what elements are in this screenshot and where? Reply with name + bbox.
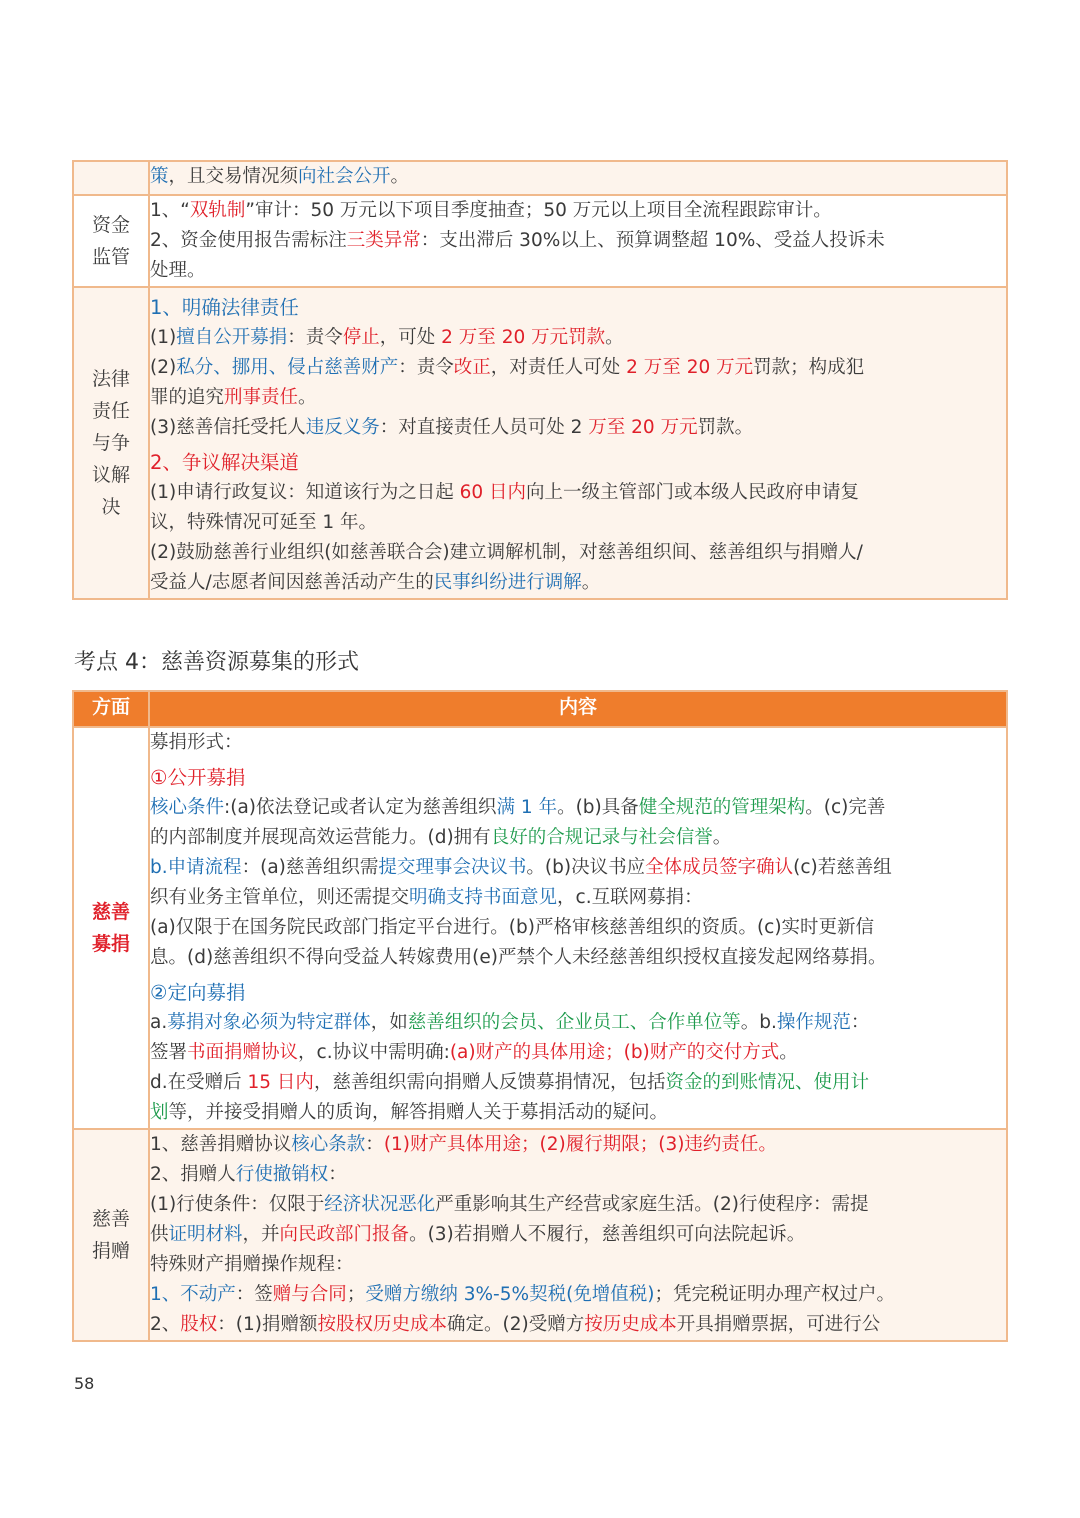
text-segment: (1)行使条件：仅限于 [150,1194,325,1215]
text-line [150,323,1006,353]
row-label-legal-liability: 法律责任与争议解决 [73,287,149,599]
text-line [150,793,1006,823]
text-segment: 双轨制 [189,200,246,221]
text-segment: 60 日内 [459,482,527,503]
text-segment: 书面捐赠协议 [187,1042,299,1063]
text-segment: 向上一级主管部门或本级人民政府申请复 [526,482,860,503]
regulation-table [72,160,1008,600]
text-segment: 提交理事会决议书 [378,857,527,878]
text-segment: 受赠方缴纳 3%-5%契税(免增值税) [365,1284,655,1305]
text-segment: ，可处 [379,327,442,348]
text-segment: 策 [150,166,169,187]
text-segment: 资金的到账情况、使用计 [665,1072,869,1093]
text-segment: 划 [150,1102,169,1123]
text-segment: ：签 [235,1284,273,1305]
text-line [150,1190,1006,1220]
text-segment: (1) [150,327,177,348]
text-segment: 受益人/志愿者间因慈善活动产生的 [150,572,434,593]
text-segment: (1)财产具体用途；(2)履行期限；(3)违约责任。 [383,1134,777,1155]
text-segment: 向民政部门报备 [279,1224,410,1245]
text-segment: ，c.互联网募捐： [557,887,703,908]
text-segment: 。 [779,1042,798,1063]
text-segment: 擅自公开募捐 [176,327,288,348]
text-segment: 刑事责任 [224,387,299,408]
text-segment: 行使撤销权 [235,1164,329,1185]
text-segment: (1)申请行政复议：知道该行为之日起 [150,482,460,503]
text-segment: 。b. [740,1012,777,1033]
text-segment: 。(b)具备 [557,797,639,818]
text-segment: 2、争议解决渠道 [150,451,299,474]
text-segment: 健全规范的管理架构 [638,797,806,818]
text-segment: (c)若慈善组 [793,857,892,878]
text-segment: 等，并接受捐赠人的质询，解答捐赠人关于募捐活动的疑问。 [168,1102,669,1123]
text-line [150,478,1006,508]
text-segment: 2、资金使用报告需标注 [150,230,347,251]
text-segment: 。 [298,387,317,408]
text-segment: 按股权历史成本 [317,1314,448,1335]
text-segment: (a)仅限于在国务院民政部门指定平台进行。(b)严格审核慈善组织的资质。(c)实时更新信 [150,917,875,938]
row-label-fund-supervision: 资金监管 [73,195,149,287]
text-segment: 。(c)完善 [805,797,886,818]
text-segment: 核心条款 [291,1134,366,1155]
text-segment: 。 [581,572,601,593]
text-line [150,383,1006,413]
text-line [150,1008,1006,1038]
text-segment: 罚款；构成犯 [753,357,865,378]
text-segment: ，对责任人可处 [490,357,627,378]
text-segment: 织有业务主管单位，则还需提交 [150,887,410,908]
text-segment: 私分、挪用、侵占慈善财产 [176,357,399,378]
text-segment: 1、不动产 [150,1284,236,1305]
text-segment: 供 [150,1224,169,1245]
text-segment: 向社会公开 [298,166,391,187]
text-segment: ； [346,1284,366,1305]
text-segment: 。 [390,166,410,187]
row-content-legal-liability [149,287,1007,599]
text-line [150,1130,1006,1160]
text-segment: 议，特殊情况可延至 1 年。 [150,512,378,533]
text-segment: (2) [150,357,177,378]
text-segment: 慈善组织的会员、企业员工、合作单位等 [407,1012,741,1033]
text-segment: 。(3)若捐赠人不履行，慈善组织可向法院起诉。 [409,1224,806,1245]
text-segment: 2 万至 20 万元 [626,357,754,378]
text-line [150,1250,1006,1280]
text-segment: ，慈善组织需向捐赠人反馈募捐情况，包括 [313,1072,666,1093]
text-line [150,568,1006,598]
text-segment: ：支出滞后 30%以上、预算调整超 10%、受益人投诉未 [420,230,885,251]
text-segment: 1、慈善捐赠协议 [150,1134,292,1155]
row-content [149,161,1007,195]
text-segment: 民事纠纷进行调解 [433,572,582,593]
text-segment: 违反义务 [305,417,380,438]
text-segment: 。 [605,327,624,348]
row-content-fund-supervision [149,195,1007,287]
text-segment: 停止 [342,327,380,348]
text-segment: 明确支持书面意见 [409,887,558,908]
text-segment: ，如 [370,1012,408,1033]
text-line [150,256,1006,286]
text-line [150,913,1006,943]
text-segment: 罪的追究 [150,387,225,408]
text-segment: 确定。(2)受赠方 [447,1314,585,1335]
text-segment: ，并 [242,1224,280,1245]
text-segment: 2、 [150,1314,181,1335]
text-line [150,508,1006,538]
text-segment: 改正 [453,357,491,378]
text-line [150,1068,1006,1098]
text-segment: ”审计：50 万元以下项目季度抽查；50 万元以上项目全流程跟踪审计。 [245,200,832,221]
row-label-fundraising: 慈善募捐 [73,727,149,1129]
text-segment: 操作规范 [776,1012,851,1033]
column-header-aspect: 方面 [73,691,149,727]
text-segment: 。 [712,827,732,848]
subheading [150,978,1006,1008]
text-segment: ： [850,1012,870,1033]
text-line [150,162,1006,192]
text-segment: 息。(d)慈善组织不得向受益人转嫁费用(e)严禁个人未经慈善组织授权直接发起网络募捐。 [150,947,887,968]
text-segment: ： [328,1164,347,1185]
text-segment: 按历史成本 [584,1314,677,1335]
text-segment: 股权 [180,1314,218,1335]
text-segment: 15 日内 [247,1072,314,1093]
text-line [150,1310,1006,1340]
text-segment: 募捐对象必须为特定群体 [167,1012,371,1033]
text-segment: (3)慈善信托受托人 [150,417,306,438]
text-segment: 签署 [150,1042,188,1063]
subheading [150,448,1006,478]
text-segment: 万至 20 万元 [588,417,698,438]
section-title: 考点 4：慈善资源募集的形式 [74,650,359,675]
table-row [73,195,1007,287]
text-line [150,1038,1006,1068]
text-segment: ，且交易情况须 [168,166,299,187]
text-line [150,728,1006,758]
text-segment: (2)鼓励慈善行业组织(如慈善联合会)建立调解机制，对慈善组织间、慈善组织与捐赠人/ [150,542,863,563]
text-line [150,1160,1006,1190]
text-segment: ②定向募捐 [150,981,246,1004]
row-label-donation: 慈善捐赠 [73,1129,149,1341]
text-segment: 2 万至 20 万元罚款 [441,327,606,348]
text-line [150,1098,1006,1128]
text-segment: 的内部制度并展现高效运营能力。(d)拥有 [150,827,491,848]
text-segment: 募捐形式： [150,732,243,753]
text-segment: 。(b)决议书应 [526,857,646,878]
text-segment: 1、明确法律责任 [150,296,299,319]
text-segment: ：责令 [287,327,343,348]
fundraising-table [72,690,1008,1342]
text-segment: ①公开募捐 [150,766,246,789]
text-line [150,353,1006,383]
page-number: 58 [74,1374,95,1393]
row-content-donation [149,1129,1007,1341]
text-segment: 三类异常 [346,230,421,251]
text-segment: a. [150,1012,168,1033]
text-segment: 全体成员签字确认 [645,857,794,878]
text-segment: ：对直接责任人员可处 2 [379,417,589,438]
text-segment: 满 1 年 [496,797,558,818]
table-row [73,287,1007,599]
text-segment: 良好的合规记录与社会信誉 [490,827,713,848]
text-segment: 1、“ [150,200,190,221]
text-line [150,538,1006,568]
row-content-fundraising [149,727,1007,1129]
row-label [73,161,149,195]
text-line [150,853,1006,883]
text-line [150,226,1006,256]
text-segment: d.在受赠后 [150,1072,248,1093]
text-segment: (a)财产的具体用途；(b)财产的交付方式 [449,1042,780,1063]
text-line [150,196,1006,226]
text-segment: 赠与合同 [272,1284,347,1305]
text-segment: b.申请流程 [150,857,242,878]
table-row [73,161,1007,195]
text-line [150,1220,1006,1250]
text-segment: ： [365,1134,384,1155]
text-segment: :(a)依法登记或者认定为慈善组织 [224,797,497,818]
text-segment: ：(1)捐赠额 [217,1314,318,1335]
text-segment: 开具捐赠票据，可进行公 [676,1314,881,1335]
text-line [150,883,1006,913]
table-header-row [73,691,1007,727]
subheading [150,763,1006,793]
text-segment: ；凭完税证明办理产权过户。 [654,1284,896,1305]
text-segment: ，c.协议中需明确: [298,1042,450,1063]
text-line [150,823,1006,853]
table-row [73,727,1007,1129]
table-row [73,1129,1007,1341]
text-line [150,943,1006,973]
subheading [150,293,1006,323]
text-segment: 经济状况恶化 [324,1194,436,1215]
text-segment: 特殊财产捐赠操作规程： [150,1254,354,1275]
text-segment: ：(a)慈善组织需 [241,857,379,878]
text-segment: 罚款。 [697,417,754,438]
text-segment: ：责令 [398,357,454,378]
text-segment: 处理。 [150,260,206,281]
text-segment: 2、捐赠人 [150,1164,236,1185]
text-segment: 严重影响其生产经营或家庭生活。(2)行使程序：需提 [435,1194,869,1215]
text-segment: 核心条件 [150,797,225,818]
text-segment: 证明材料 [168,1224,243,1245]
column-header-content: 内容 [149,691,1007,727]
text-line [150,1280,1006,1310]
text-line [150,413,1006,443]
